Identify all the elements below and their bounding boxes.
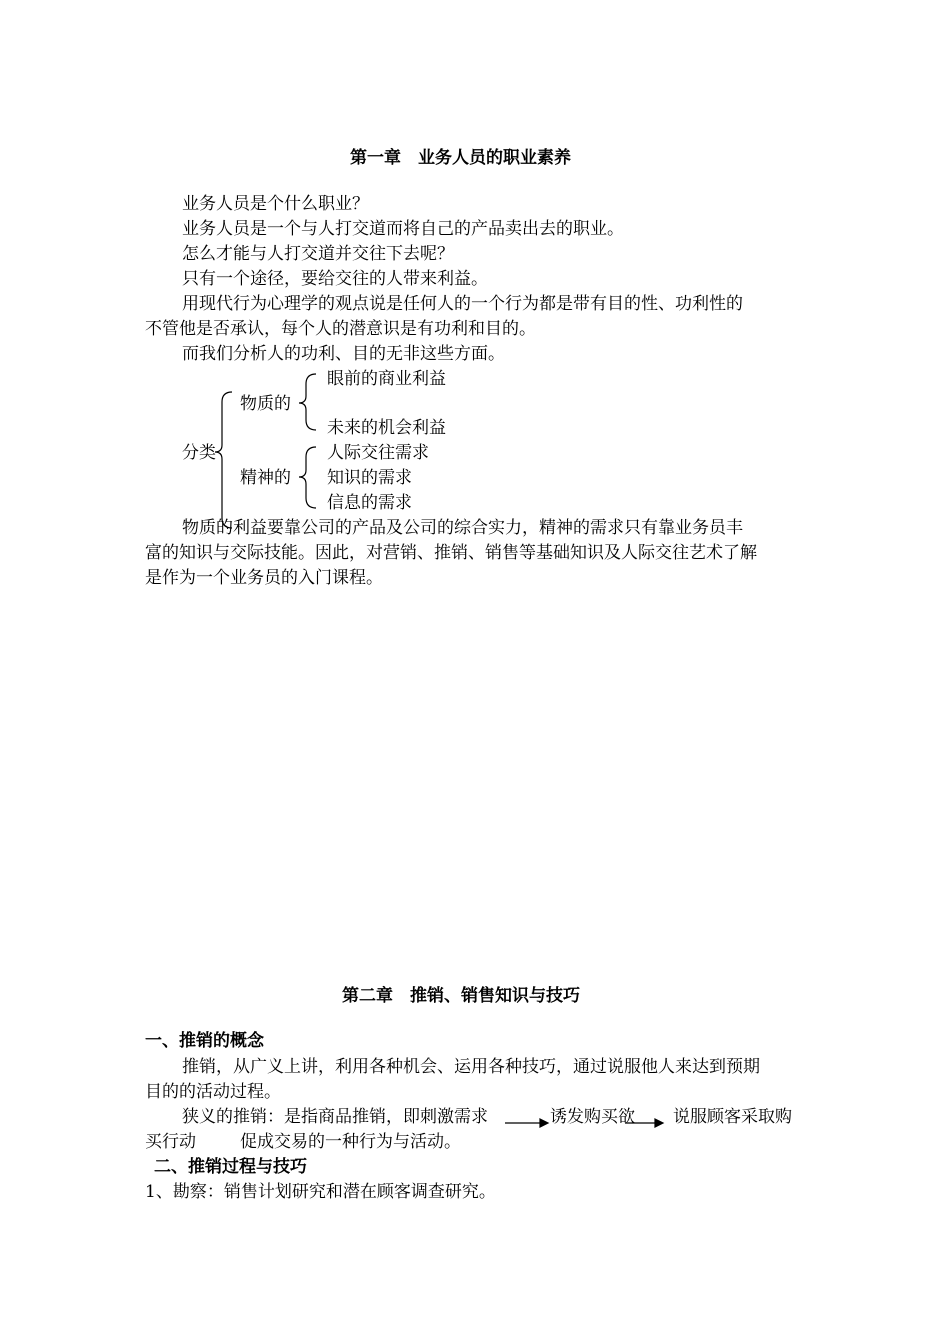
classification-item: 眼前的商业利益	[327, 369, 446, 389]
paragraph: 目的的活动过程。	[145, 1082, 281, 1102]
paragraph: 业务人员是一个与人打交道而将自己的产品卖出去的职业。	[182, 219, 624, 239]
classification-item: 未来的机会利益	[327, 418, 446, 438]
classification-item: 知识的需求	[327, 468, 412, 488]
closing-paragraph: 富的知识与交际技能。因此，对营销、推销、销售等基础知识及人际交往艺术了解	[145, 543, 757, 563]
definition-step: 诱发购买欲	[550, 1107, 635, 1127]
classification-spiritual-label: 精神的	[240, 468, 291, 488]
arrow-head-icon	[655, 1119, 663, 1127]
definition-text: 狭义的推销：是指商品推销，即刺激需求	[182, 1107, 488, 1127]
paragraph: 只有一个途径，要给交往的人带来利益。	[182, 269, 488, 289]
definition-text: 买行动	[145, 1132, 196, 1152]
closing-paragraph: 是作为一个业务员的入门课程。	[145, 568, 383, 588]
paragraph: 推销，从广义上讲，利用各种机会、运用各种技巧，通过说服他人来达到预期	[182, 1057, 760, 1077]
chapter1-title: 第一章 业务人员的职业素养	[350, 148, 571, 168]
definition-step: 说服顾客采取购	[673, 1107, 792, 1127]
section-heading: 二、推销过程与技巧	[154, 1157, 307, 1177]
chapter2-title: 第二章 推销、销售知识与技巧	[342, 986, 580, 1006]
paragraph: 而我们分析人的功利、目的无非这些方面。	[182, 344, 505, 364]
definition-text: 促成交易的一种行为与活动。	[240, 1132, 461, 1152]
closing-paragraph: 物质的利益要靠公司的产品及公司的综合实力，精神的需求只有靠业务员丰	[182, 518, 743, 538]
section-heading: 一、推销的概念	[145, 1031, 264, 1051]
classification-root: 分类	[182, 443, 216, 463]
arrow-head-icon	[540, 1119, 548, 1127]
paragraph: 业务人员是个什么职业？	[182, 194, 369, 214]
paragraph: 不管他是否承认，每个人的潜意识是有功利和目的。	[145, 319, 536, 339]
list-item: 1、勘察：销售计划研究和潜在顾客调查研究。	[145, 1182, 496, 1202]
classification-material-label: 物质的	[240, 394, 291, 414]
classification-item: 人际交往需求	[327, 443, 429, 463]
classification-item: 信息的需求	[327, 493, 412, 513]
paragraph: 用现代行为心理学的观点说是任何人的一个行为都是带有目的性、功利性的	[182, 294, 743, 314]
paragraph: 怎么才能与人打交道并交往下去呢？	[182, 244, 454, 264]
